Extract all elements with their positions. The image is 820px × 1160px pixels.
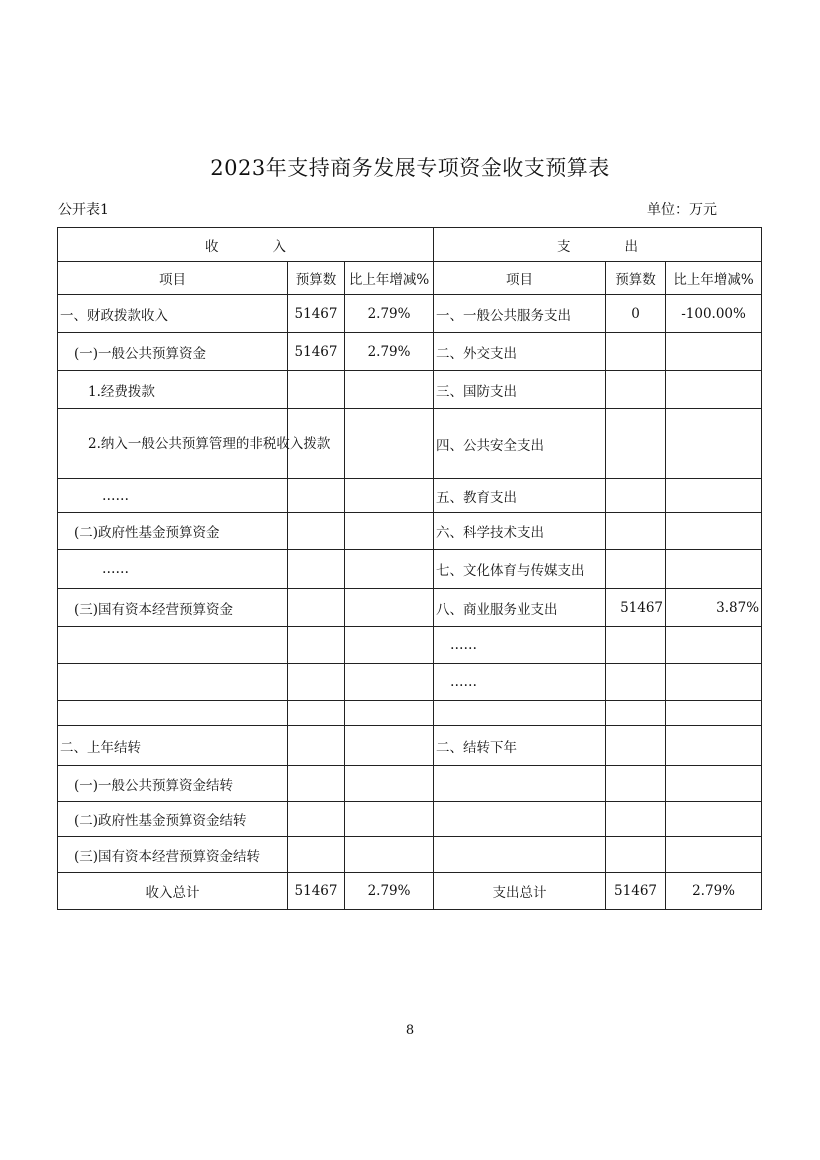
expense-change bbox=[666, 371, 762, 409]
income-item: (二)政府性基金预算资金结转 bbox=[58, 802, 288, 837]
income-budget bbox=[288, 837, 345, 873]
income-change bbox=[345, 479, 434, 513]
table-row bbox=[58, 837, 762, 873]
table-row bbox=[58, 550, 762, 589]
income-item: (三)国有资本经营预算资金结转 bbox=[58, 837, 288, 873]
income-budget bbox=[288, 664, 345, 701]
expense-change: 3.87% bbox=[666, 589, 762, 627]
col-header-budget: 预算数 bbox=[288, 262, 345, 295]
income-change bbox=[345, 766, 434, 802]
expense-item bbox=[434, 802, 606, 837]
expense-budget bbox=[606, 550, 666, 589]
column-header-row bbox=[58, 262, 762, 295]
income-budget bbox=[288, 589, 345, 627]
table-row bbox=[58, 701, 762, 726]
income-total-label: 收入总计 bbox=[58, 873, 288, 910]
expense-item: 八、商业服务业支出 bbox=[434, 589, 606, 627]
form-label: 公开表1 bbox=[58, 202, 109, 218]
expense-budget bbox=[606, 802, 666, 837]
expense-budget bbox=[606, 479, 666, 513]
expense-budget: 51467 bbox=[606, 589, 666, 627]
expense-change bbox=[666, 664, 762, 701]
expense-total-label: 支出总计 bbox=[434, 873, 606, 910]
expense-budget bbox=[606, 333, 666, 371]
col-header-change: 比上年增减% bbox=[345, 262, 434, 295]
income-budget: 51467 bbox=[288, 333, 345, 371]
income-item bbox=[58, 701, 288, 726]
section-header-row bbox=[58, 228, 762, 262]
income-change bbox=[345, 664, 434, 701]
expense-header: 支 出 bbox=[434, 228, 762, 262]
income-budget bbox=[288, 802, 345, 837]
expense-budget bbox=[606, 701, 666, 726]
income-change bbox=[345, 550, 434, 589]
expense-item: 六、科学技术支出 bbox=[434, 513, 606, 550]
income-item: (一)一般公共预算资金结转 bbox=[58, 766, 288, 802]
income-change bbox=[345, 802, 434, 837]
expense-change bbox=[666, 550, 762, 589]
income-change: 2.79% bbox=[345, 295, 434, 333]
income-header: 收 入 bbox=[58, 228, 434, 262]
expense-budget bbox=[606, 766, 666, 802]
unit-label: 单位：万元 bbox=[647, 202, 717, 218]
income-item: 2.纳入一般公共预算管理的非税收入拨款 bbox=[58, 409, 288, 479]
expense-budget bbox=[606, 409, 666, 479]
expense-item: 一、一般公共服务支出 bbox=[434, 295, 606, 333]
table-row bbox=[58, 333, 762, 371]
expense-change bbox=[666, 513, 762, 550]
expense-total-change: 2.79% bbox=[666, 873, 762, 910]
col-header-change-expense: 比上年增减% bbox=[666, 262, 762, 295]
expense-budget bbox=[606, 837, 666, 873]
income-item: 二、上年结转 bbox=[58, 726, 288, 766]
expense-change bbox=[666, 701, 762, 726]
table-row bbox=[58, 513, 762, 550]
expense-item: 五、教育支出 bbox=[434, 479, 606, 513]
income-change: 2.79% bbox=[345, 333, 434, 371]
income-item bbox=[58, 627, 288, 664]
income-budget bbox=[288, 701, 345, 726]
income-item: (一)一般公共预算资金 bbox=[58, 333, 288, 371]
income-budget bbox=[288, 550, 345, 589]
table-row bbox=[58, 589, 762, 627]
expense-change: -100.00% bbox=[666, 295, 762, 333]
income-item bbox=[58, 664, 288, 701]
table-row bbox=[58, 802, 762, 837]
col-header-item-expense: 项目 bbox=[434, 262, 606, 295]
income-change bbox=[345, 371, 434, 409]
income-item: 一、财政拨款收入 bbox=[58, 295, 288, 333]
income-item: (二)政府性基金预算资金 bbox=[58, 513, 288, 550]
income-total-budget: 51467 bbox=[288, 873, 345, 910]
col-header-item: 项目 bbox=[58, 262, 288, 295]
income-item: …… bbox=[58, 479, 288, 513]
income-budget bbox=[288, 513, 345, 550]
income-item: …… bbox=[58, 550, 288, 589]
income-change bbox=[345, 701, 434, 726]
expense-item bbox=[434, 766, 606, 802]
expense-budget bbox=[606, 627, 666, 664]
expense-item: …… bbox=[434, 627, 606, 664]
expense-budget bbox=[606, 664, 666, 701]
expense-budget bbox=[606, 726, 666, 766]
expense-budget bbox=[606, 371, 666, 409]
expense-change bbox=[666, 479, 762, 513]
expense-item: …… bbox=[434, 664, 606, 701]
income-change bbox=[345, 409, 434, 479]
table-row bbox=[58, 726, 762, 766]
table-row bbox=[58, 409, 762, 479]
income-item: 1.经费拨款 bbox=[58, 371, 288, 409]
table-row bbox=[58, 627, 762, 664]
income-budget bbox=[288, 371, 345, 409]
table-row bbox=[58, 664, 762, 701]
expense-item bbox=[434, 701, 606, 726]
table-row bbox=[58, 295, 762, 333]
income-budget bbox=[288, 726, 345, 766]
expense-item: 七、文化体育与传媒支出 bbox=[434, 550, 606, 589]
expense-budget: 0 bbox=[606, 295, 666, 333]
col-header-budget-expense: 预算数 bbox=[606, 262, 666, 295]
expense-change bbox=[666, 627, 762, 664]
expense-change bbox=[666, 333, 762, 371]
table-row bbox=[58, 766, 762, 802]
income-change bbox=[345, 726, 434, 766]
expense-budget bbox=[606, 513, 666, 550]
table-row bbox=[58, 371, 762, 409]
expense-total-budget: 51467 bbox=[606, 873, 666, 910]
totals-row bbox=[58, 873, 762, 910]
expense-change bbox=[666, 837, 762, 873]
income-budget bbox=[288, 479, 345, 513]
income-item: (三)国有资本经营预算资金 bbox=[58, 589, 288, 627]
income-change bbox=[345, 627, 434, 664]
expense-item: 三、国防支出 bbox=[434, 371, 606, 409]
income-total-change: 2.79% bbox=[345, 873, 434, 910]
table-row bbox=[58, 479, 762, 513]
expense-item: 二、结转下年 bbox=[434, 726, 606, 766]
page-title: 2023年支持商务发展专项资金收支预算表 bbox=[210, 156, 610, 180]
income-budget bbox=[288, 766, 345, 802]
income-budget bbox=[288, 627, 345, 664]
expense-item: 四、公共安全支出 bbox=[434, 409, 606, 479]
income-budget: 51467 bbox=[288, 295, 345, 333]
expense-change bbox=[666, 726, 762, 766]
budget-table bbox=[57, 227, 762, 910]
income-change bbox=[345, 513, 434, 550]
expense-change bbox=[666, 802, 762, 837]
expense-item: 二、外交支出 bbox=[434, 333, 606, 371]
expense-change bbox=[666, 409, 762, 479]
income-change bbox=[345, 589, 434, 627]
expense-change bbox=[666, 766, 762, 802]
expense-item bbox=[434, 837, 606, 873]
income-change bbox=[345, 837, 434, 873]
page-number: 8 bbox=[405, 1023, 415, 1038]
